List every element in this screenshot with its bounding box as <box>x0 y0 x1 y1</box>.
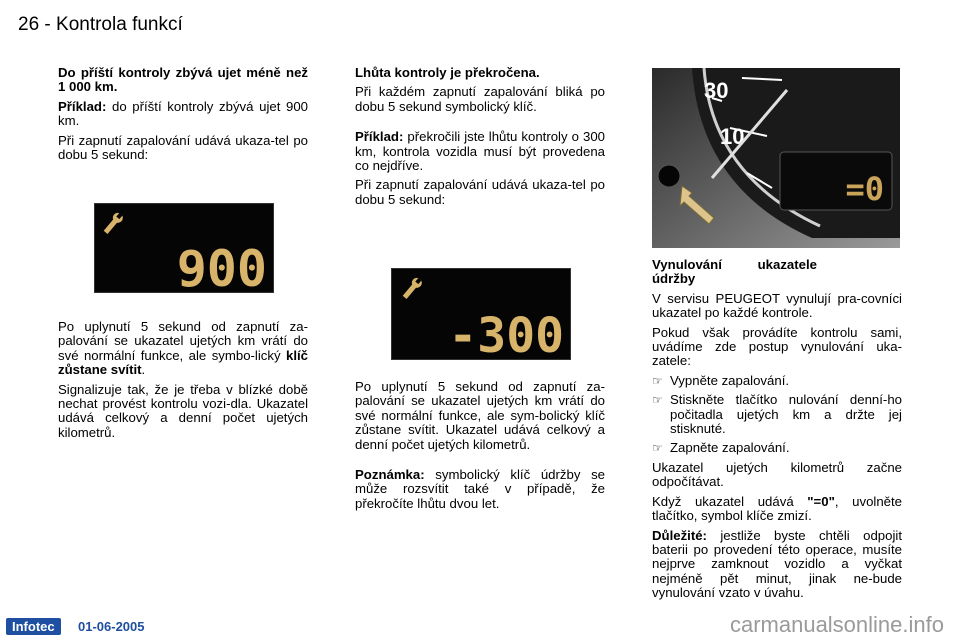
wrench-icon <box>401 276 424 301</box>
pointing-hand-icon: ☞ <box>652 441 663 456</box>
lcd-digits: =0 <box>845 170 884 208</box>
column-middle <box>355 66 605 212</box>
lcd-digits: -300 <box>448 308 564 359</box>
dial-label-30: 30 <box>704 78 729 103</box>
instrument-cluster-photo <box>652 68 900 248</box>
list-item: ☞ Zapněte zapalování. <box>652 440 790 456</box>
pointing-hand-icon: ☞ <box>652 393 663 408</box>
odometer-display-900 <box>94 203 274 293</box>
paragraph: Po uplynutí 5 sekund od zapnutí za-palování se ukazatel ujetých km vrátí do své normální funkce, ale symbo-lický klíč zůstane svítit. <box>58 319 308 378</box>
lcd-digits: 900 <box>176 240 267 292</box>
footer-date: 01-06-2005 <box>78 619 145 634</box>
section-heading: Do příští kontroly zbývá ujet méně než 1 000 km. <box>58 65 308 95</box>
column-middle-lower <box>355 380 605 516</box>
section-heading: Lhůta kontroly je překročena. <box>355 65 540 80</box>
odometer-display-minus-300 <box>391 268 571 360</box>
paragraph: Při zapnutí zapalování udává ukaza-tel po dobu 5 sekund: <box>355 177 605 207</box>
pointing-hand-icon: ☞ <box>652 373 663 388</box>
list-item: ☞ Vypněte zapalování. <box>652 372 790 388</box>
list-item: ☞ Stiskněte tlačítko nulování denní-ho počitadla ujetých km a držte jej stisknuté. <box>652 392 902 437</box>
note-paragraph: Poznámka: symbolický klíč údržby se může rozsvítit také v případě, že překročíte lhůtu dvou let. <box>355 467 605 511</box>
column-left-lower <box>58 320 308 445</box>
section-heading: Vynulování ukazatele údržby <box>652 257 817 287</box>
column-left <box>58 66 308 167</box>
page-title: 26 - Kontrola funkcí <box>18 14 183 35</box>
paragraph: Signalizuje tak, že je třeba v blízké době nechat provést kontrolu vozi-dla. Ukazatel udává celkový a denní počet ujetých kilometrů. <box>58 381 308 440</box>
example-paragraph: Příklad: překročili jste lhůtu kontroly o 300 km, kontrola vozidla musí být provedena co nejdříve. <box>355 129 605 174</box>
paragraph: Když ukazatel udává "=0", uvolněte tlačítko, symbol klíče zmizí. <box>652 493 903 524</box>
paragraph: Po uplynutí 5 sekund od zapnutí za-palování se ukazatel ujetých km vrátí do své normální funkce, ale sym-bolický klíč zůstane svítit. Ukazatel udává celkový a denní počet ujetých kilometrů. <box>355 379 605 452</box>
wrench-icon <box>102 211 125 236</box>
dial-label-10: 10 <box>720 124 745 149</box>
paragraph: Ukazatel ujetých kilometrů začne odpočítávat. <box>652 459 902 490</box>
example-paragraph: Příklad: do příští kontroly zbývá ujet 900 km. <box>58 98 308 129</box>
paragraph: Při zapnutí zapalování udává ukaza-tel po dobu 5 sekund: <box>58 132 308 163</box>
paragraph: Při každém zapnutí zapalování bliká po dobu 5 sekund symbolický klíč. <box>355 84 605 114</box>
column-right <box>652 258 902 606</box>
paragraph: Pokud však provádíte kontrolu sami, uvádíme zde postup vynulování uka-zatele: <box>652 324 902 369</box>
infotec-badge: Infotec <box>6 618 61 635</box>
reset-button[interactable] <box>658 165 680 187</box>
important-paragraph: Důležité: jestliže byste chtěli odpojit baterii po provedení této operace, musíte nejprve zamknout vozidlo a vyčkat nejméně pět minut, jinak ne-bude vynulování vzato v úvahu. <box>652 527 902 601</box>
paragraph: V servisu PEUGEOT vynulují pra-covníci ukazatel po každé kontrole. <box>652 290 902 321</box>
watermark: carmanualsonline.info <box>729 612 944 637</box>
